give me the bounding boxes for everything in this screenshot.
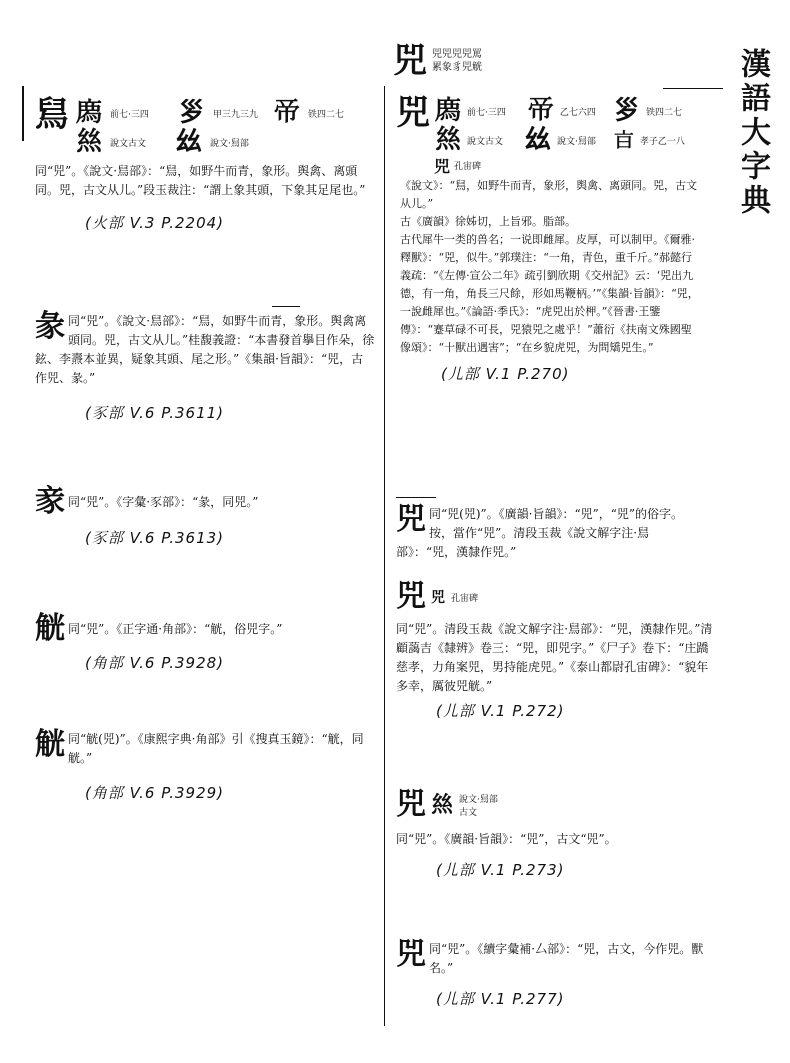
form-source: 孔宙碑: [454, 162, 482, 172]
top-header-variants-2: 累象豸兕觥: [432, 62, 482, 73]
form-source: 說文·舃部: [210, 138, 249, 149]
entry-block: [396, 937, 726, 1009]
entry-head-char: 兕: [396, 502, 425, 537]
entry-block: [35, 727, 375, 803]
entry-definition: 同“兕”。《說文·舃部》：“舃，如野牛而青，象形。舆禽、离頭同。兕，古文从儿。”段玉裁注：“謂上象其頭，下象其足尾也。”: [35, 164, 366, 197]
entry-head-char: 兕: [396, 787, 425, 822]
form-source: 說文·舃部: [459, 795, 498, 805]
entry-head-char: 豙: [35, 484, 64, 519]
entry-head-char: 彖: [35, 309, 64, 344]
form-source: 說文·舃部: [557, 136, 596, 147]
form-source: 甲三九三九: [212, 109, 258, 120]
entry-definition: 同“兕”。《正字通·角部》：“觥，俗兕字。”: [68, 621, 283, 636]
seal-form-glyph: 𢆶: [525, 125, 552, 155]
entry-head-char: 舃: [35, 95, 68, 135]
entry-definition: 同“兕”。清段玉裁《說文解字注·舃部》：“兕，漢隸作兕。”清顧藹吉《隸辨》卷三：“兕，即兕字。”《尸子》卷下：“庄蹻慈孝，力角案兕，男持能虎兕。”《泰山都尉孔宙碑》：“貌年多幸，厲彼兕觥。”: [396, 622, 713, 693]
entry-definition: 同“兕(兕)”。《廣韻·旨韻》：“兕”，“兕”的俗字。按，當作“兕”。清段玉裁《說文解字注·舃部》：“兕，漢隸作兕。”: [396, 507, 683, 559]
page-reference: (儿部 V.1 P.273): [436, 861, 565, 879]
form-source: 前七·三四: [467, 107, 506, 118]
form-source: 孔宙碑: [451, 593, 479, 604]
entry-block: [396, 502, 726, 562]
clerical-form-glyph: 兕: [431, 590, 445, 606]
entry-head-char: 兕: [396, 579, 425, 614]
page-reference: (儿部 V.1 P.270): [441, 365, 570, 383]
entry-head-char: 觥: [35, 727, 64, 762]
entry-head-char: 觥: [35, 611, 64, 646]
entry-definition: 同“兕”。《廣韻·旨韻》：“兕”，古文“兕”。: [396, 832, 617, 846]
entry-block: [396, 93, 726, 384]
form-source: 古文: [459, 808, 478, 818]
form-source: 孝子乙一八: [639, 136, 685, 147]
seal-form-glyph: 𢇁: [76, 127, 103, 157]
oracle-form-glyph: 𡿪: [613, 96, 640, 126]
top-header: [393, 41, 482, 81]
seal-form-glyph: 𢇁: [435, 125, 462, 155]
entry-head-char: 兕: [396, 937, 425, 972]
entry-block: [396, 579, 726, 721]
entry-definition: 同“兕”。《續字彙補·厶部》：“兕，古文，今作兕。獸名。”: [429, 942, 704, 975]
oracle-form-glyph: 𢊁: [435, 96, 462, 126]
dash-mark: [396, 497, 436, 498]
top-header-variants-1: 兕兕兕兕罵: [432, 49, 482, 60]
oracle-form-glyph: 𢂇: [527, 96, 554, 126]
top-header-char: 兕: [393, 41, 426, 81]
page-reference: (火部 V.3 P.2204): [85, 214, 225, 232]
book-title: 漢語大字典: [735, 48, 770, 218]
entry-definition: 同“觥(兕)”。《康熙字典·角部》引《搜真玉鏡》：“觥，同觥。”: [68, 732, 364, 765]
form-source: 铁四二七: [645, 107, 682, 118]
oracle-form-glyph: 𢊁: [76, 98, 103, 128]
bronze-form-glyph: 𣅀: [613, 128, 634, 152]
form-source: 铁四二七: [307, 109, 344, 120]
seal-form-glyph: 𢇁: [431, 792, 454, 818]
entry-block: [35, 484, 375, 548]
form-source: 說文古文: [110, 138, 147, 149]
entry-block: [35, 611, 375, 673]
entry-definition: 同“兕”。《說文·舃部》：“舃，如野牛而青，象形。舆禽离頭同。兕，古文从儿。”桂馥義證：“本書發首擧目作朵，徐鉉、李燾本並異，疑象其頭、尾之形。”《集韻·旨韻》：“兕，古作兕、彖。”: [35, 314, 375, 385]
entry-definition: 同“兕”。《字彙·豕部》：“彖，同兕。”: [68, 494, 259, 509]
page-reference: (角部 V.6 P.3929): [85, 784, 225, 802]
entry-block: [35, 95, 375, 233]
column-divider: [384, 86, 385, 1026]
form-source: 乙七六四: [559, 107, 596, 118]
entry-definition: 《說文》：“舃，如野牛而青，象形，舆禽、离頭同。兕，古文从儿。” 古《廣韻》徐姊切，上旨邪。脂部。 古代犀牛一类的兽名；一说即雌犀。皮厚，可以制甲。《爾雅·釋獸》：“兕，似牛。”郭璞注：“一角，青色，重千斤。”郝懿行義疏：“《左傳·宣公二年》疏引劉欣期《交州記》云：‘兕出九德，有一角，角長三尺餘，形如馬鞭柄。’”《集韻·旨韻》：“兕，一說雌犀也。”《論語·季氏》：“虎兕出於柙。”《晉書·王鑒傳》：“蹇草碌不可長，兕猿兕之處乎！”蕭衍《扶南文殊國聖像頌》：“十獸出遇害”；“在乡貌虎兕，为問矯兕生。”: [400, 179, 699, 354]
oracle-form-glyph: 𢂇: [273, 98, 300, 128]
left-margin-rule: [22, 86, 24, 141]
form-source: 前七·三四: [110, 109, 149, 120]
oracle-form-glyph: 𡿪: [178, 98, 205, 128]
entry-head-char: 兕: [396, 93, 429, 133]
dash-mark: [272, 306, 300, 307]
dash-mark: [663, 88, 723, 89]
page-reference: (豕部 V.6 P.3613): [85, 529, 225, 547]
page-reference: (豕部 V.6 P.3611): [85, 404, 225, 422]
page-reference: (儿部 V.1 P.272): [436, 702, 565, 720]
seal-form-glyph: 𢆶: [176, 127, 203, 157]
entry-block: [35, 309, 375, 423]
clerical-form-glyph: 兕: [434, 157, 451, 176]
form-source: 說文古文: [467, 136, 504, 147]
page-reference: (儿部 V.1 P.277): [436, 990, 565, 1008]
entry-block: [396, 787, 726, 880]
page-reference: (角部 V.6 P.3928): [85, 654, 225, 672]
